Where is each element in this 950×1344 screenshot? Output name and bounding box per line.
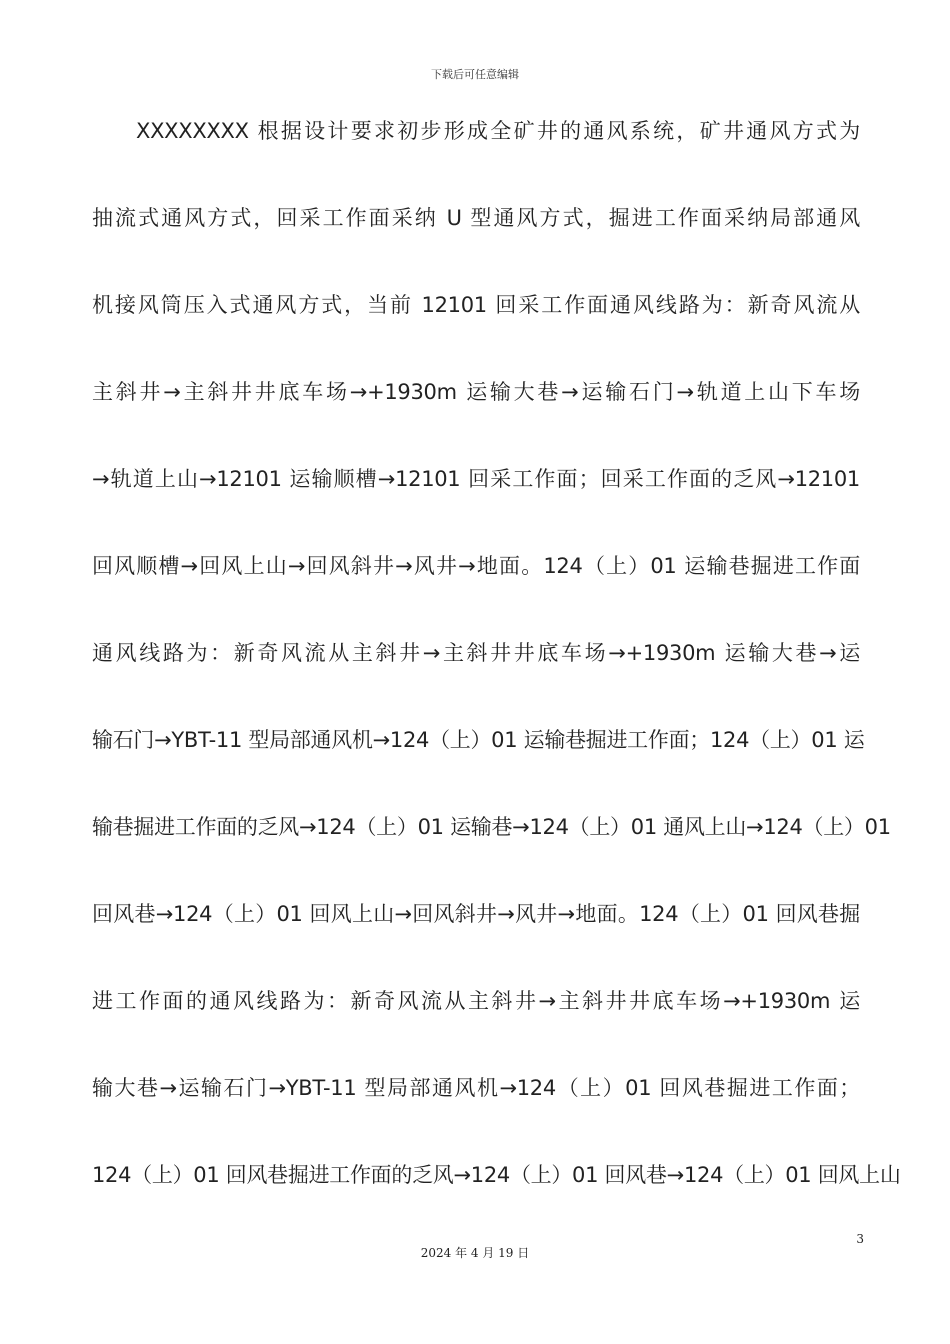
paragraph-line: 抽流式通风方式，回采工作面采纳 U 型通风方式，掘进工作面采纳局部通风	[92, 206, 860, 230]
paragraph-line: 输巷掘进工作面的乏风→124（上）01 运输巷→124（上）01 通风上山→124（上）01	[92, 815, 891, 839]
paragraph-line: XXXXXXXX 根据设计要求初步形成全矿井的通风系统，矿井通风方式为	[136, 119, 860, 143]
paragraph-line: 回风巷→124（上）01 回风上山→回风斜井→风井→地面。124（上）01 回风巷掘	[92, 902, 860, 926]
paragraph-line: 通风线路为：新奇风流从主斜井→主斜井井底车场→+1930m 运输大巷→运	[92, 641, 860, 665]
page-number: 3	[856, 1232, 864, 1246]
paragraph-line: 机接风筒压入式通风方式，当前 12101 回采工作面通风线路为：新奇风流从	[92, 293, 860, 317]
paragraph-line: 124（上）01 回风巷掘进工作面的乏风→124（上）01 回风巷→124（上）01 回风上山	[92, 1163, 901, 1187]
paragraph-line: 输大巷→运输石门→YBT-11 型局部通风机→124（上）01 回风巷掘进工作面；	[92, 1076, 860, 1100]
paragraph-line: →轨道上山→12101 运输顺槽→12101 回采工作面；回采工作面的乏风→12101	[92, 467, 860, 491]
document-body	[92, 108, 901, 1239]
paragraph-line: 进工作面的通风线路为：新奇风流从主斜井→主斜井井底车场→+1930m 运	[92, 989, 860, 1013]
footer-date: 2024 年 4 月 19 日	[420, 1246, 530, 1260]
paragraph-line: 输石门→YBT-11 型局部通风机→124（上）01 运输巷掘进工作面；124（上）01 运	[92, 728, 865, 752]
paragraph-line: 回风顺槽→回风上山→回风斜井→风井→地面。124（上）01 运输巷掘进工作面	[92, 554, 860, 578]
paragraph-line: 主斜井→主斜井井底车场→+1930m 运输大巷→运输石门→轨道上山下车场	[92, 380, 860, 404]
page-header: 下载后可任意编辑	[431, 68, 519, 81]
